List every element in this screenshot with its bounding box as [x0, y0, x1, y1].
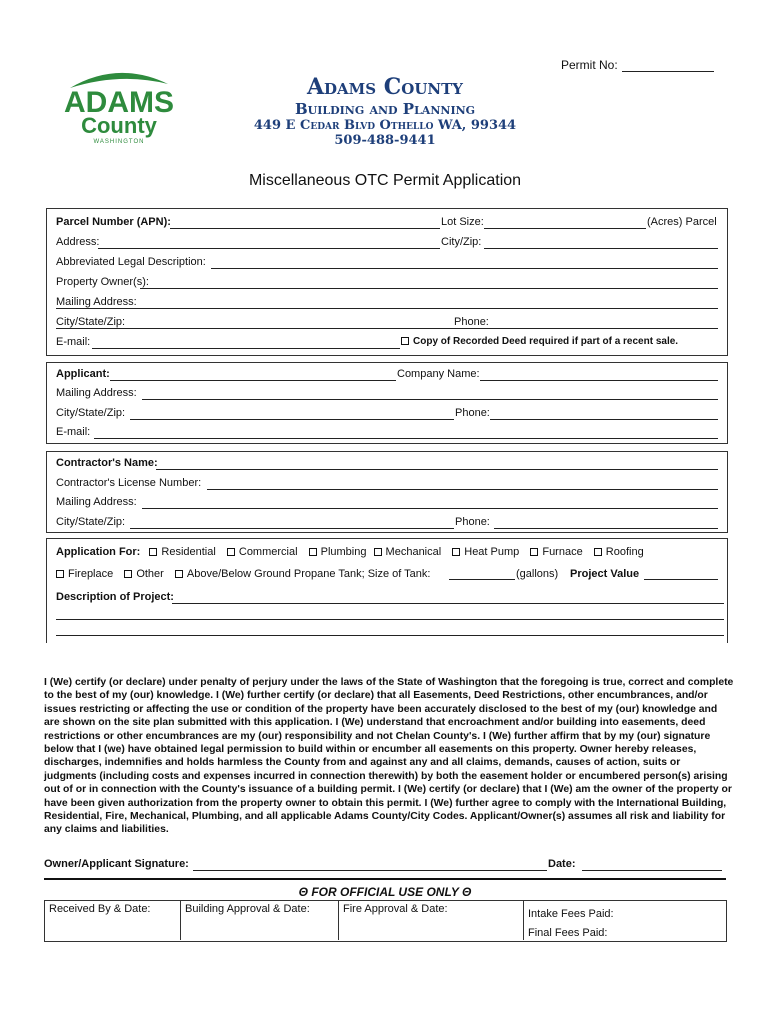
- option-roofing[interactable]: Roofing: [594, 546, 644, 558]
- deed-checkbox[interactable]: [401, 337, 409, 345]
- description-field-3[interactable]: [56, 635, 724, 636]
- phone-label: Phone:: [454, 316, 489, 328]
- legal-field[interactable]: [211, 268, 718, 269]
- option-other[interactable]: Other: [124, 568, 164, 580]
- contractor-name-field[interactable]: [156, 469, 718, 470]
- description-field-1[interactable]: [172, 603, 724, 604]
- applicant-phone-label: Phone:: [455, 407, 490, 419]
- contractor-mailing-field[interactable]: [142, 508, 718, 509]
- applicant-field[interactable]: [110, 380, 396, 381]
- city-state-zip-label: City/State/Zip:: [56, 316, 126, 328]
- project-value-label: Project Value: [570, 568, 640, 580]
- furnace-checkbox[interactable]: [530, 548, 538, 556]
- applicant-label: Applicant:: [56, 368, 110, 380]
- applicant-email-field[interactable]: [94, 438, 718, 439]
- permit-no-field[interactable]: [622, 71, 714, 72]
- building-cell[interactable]: [181, 900, 339, 940]
- commercial-checkbox[interactable]: [227, 548, 235, 556]
- org-name: Adams County: [306, 74, 464, 100]
- mailing-label: Mailing Address:: [56, 296, 137, 308]
- date-label: Date:: [548, 858, 576, 870]
- fees-cell[interactable]: [524, 900, 725, 940]
- application-for-label: Application For:: [56, 546, 141, 558]
- applicant-mailing-field[interactable]: [142, 399, 718, 400]
- applicant-mailing-label: Mailing Address:: [56, 387, 137, 399]
- project-value-field[interactable]: [644, 579, 718, 580]
- option-mechanical[interactable]: Mechanical: [374, 546, 442, 558]
- org-phone: 509-488-9441: [334, 133, 436, 148]
- email-label: E-mail:: [56, 336, 91, 348]
- propane-checkbox[interactable]: [175, 570, 183, 578]
- official-marker-icon: Θ: [298, 885, 308, 899]
- lot-size-label: Lot Size:: [441, 216, 484, 228]
- option-residential[interactable]: Residential: [149, 546, 215, 558]
- adams-county-logo: [60, 66, 178, 146]
- other-checkbox[interactable]: [124, 570, 132, 578]
- application-for-row-2: [56, 568, 430, 580]
- contractor-city-field[interactable]: [130, 528, 454, 529]
- option-fireplace[interactable]: Fireplace: [56, 568, 113, 580]
- intake-fees-label: Intake Fees Paid:: [528, 908, 614, 920]
- option-furnace[interactable]: Furnace: [530, 546, 582, 558]
- org-address: 449 E Cedar Blvd Othello WA, 99344: [253, 118, 517, 133]
- svg-text:WASHINGTON: WASHINGTON: [93, 139, 145, 145]
- mailing-field[interactable]: [56, 308, 718, 309]
- fireplace-checkbox[interactable]: [56, 570, 64, 578]
- final-fees-label: Final Fees Paid:: [528, 927, 608, 939]
- deed-label: Copy of Recorded Deed required if part of a recent sale.: [413, 336, 679, 347]
- contractor-city-label: City/State/Zip:: [56, 516, 126, 528]
- city-phone-field[interactable]: [56, 328, 718, 329]
- received-label: Received By & Date:: [49, 903, 151, 915]
- description-field-2[interactable]: [56, 619, 724, 620]
- address-label: Address:: [56, 236, 100, 248]
- applicant-section: [46, 362, 728, 444]
- option-commercial[interactable]: Commercial: [227, 546, 298, 558]
- address-field[interactable]: [98, 248, 440, 249]
- official-title: FOR OFFICIAL USE ONLY: [311, 885, 459, 899]
- parcel-label: Parcel Number (APN):: [56, 216, 171, 228]
- applicant-city-field[interactable]: [130, 419, 454, 420]
- residential-checkbox[interactable]: [149, 548, 157, 556]
- dept-name: Building and Planning: [294, 100, 476, 118]
- applicant-email-label: E-mail:: [56, 426, 91, 438]
- acres-label: (Acres) Parcel: [647, 216, 717, 228]
- roofing-checkbox[interactable]: [594, 548, 602, 556]
- description-label: Description of Project:: [56, 591, 174, 603]
- city-zip-label: City/Zip:: [441, 236, 482, 248]
- gallons-label: (gallons): [516, 568, 559, 580]
- legal-label: Abbreviated Legal Description:: [56, 256, 206, 268]
- applicant-phone-field[interactable]: [490, 419, 718, 420]
- mechanical-checkbox[interactable]: [374, 548, 382, 556]
- date-field[interactable]: [582, 870, 722, 871]
- heat-pump-checkbox[interactable]: [452, 548, 460, 556]
- company-field[interactable]: [480, 380, 718, 381]
- owner-label: Property Owner(s):: [56, 276, 149, 288]
- official-marker-icon: Θ: [462, 885, 472, 899]
- received-cell[interactable]: [45, 900, 181, 940]
- license-field[interactable]: [207, 489, 718, 490]
- applicant-city-label: City/State/Zip:: [56, 407, 126, 419]
- contractor-phone-label: Phone:: [455, 516, 490, 528]
- signature-label: Owner/Applicant Signature:: [44, 858, 189, 870]
- signature-field[interactable]: [193, 870, 547, 871]
- city-zip-field[interactable]: [484, 248, 718, 249]
- contractor-mailing-label: Mailing Address:: [56, 496, 137, 508]
- contractor-name-label: Contractor's Name:: [56, 457, 158, 469]
- option-heat-pump[interactable]: Heat Pump: [452, 546, 519, 558]
- tank-size-field[interactable]: [449, 579, 515, 580]
- company-label: Company Name:: [397, 368, 480, 380]
- plumbing-checkbox[interactable]: [309, 548, 317, 556]
- building-label: Building Approval & Date:: [185, 903, 310, 915]
- svg-text:County: County: [81, 113, 157, 138]
- parcel-field[interactable]: [170, 228, 440, 229]
- svg-text:ADAMS: ADAMS: [64, 86, 174, 119]
- permit-no-label: Permit No:: [561, 58, 618, 72]
- fire-cell[interactable]: [339, 900, 524, 940]
- email-field[interactable]: [92, 348, 400, 349]
- license-label: Contractor's License Number:: [56, 477, 202, 489]
- contractor-phone-field[interactable]: [494, 528, 718, 529]
- certification-text: I (We) certify (or declare) under penalty of perjury under the laws of the State of Washington that the foregoing is true, correct and complete to the best of my (our) knowledge. I (We) further certify (or declare) that all Easements, Deed Restrictions, other encumbrances, and/or issues restricting or affecting the use or condition of the property have been accurately disclosed to the best of my (our) knowledge and are shown on the site plan submitted with this application. I (We) understand that encroachment and/or building into easements, deed restrictions or other encumbrances are my (our) responsibility and not Chelan County's. I (We) further affirm that by my (our) signature below that I (we) have obtained legal permission to build within or encumber all easements on this property. Owner hereby releases, discharges, indemnifies and holds harmless the County from and against any and all claims, demands, causes of action, suits or judgments (including costs and expenses incurred in connection therewith) by both the easement holder or encumbered person(s) arising out of or in connection with the County's issuance of a building permit. I (We) certify (or declare) that I (We) am the owner of the property or have been given authorization from the property owner to obtain this permit. I (We) further agree to comply with the International Building, Residential, Fire, Mechanical, Plumbing, and all applicable Adams County/City Codes. Applicant/Owner(s) assumes all risk and liability for any claims and liabilities.: [44, 677, 734, 836]
- option-propane[interactable]: Above/Below Ground Propane Tank; Size of Tank:: [175, 568, 431, 580]
- page-title: Miscellaneous OTC Permit Application: [248, 172, 522, 189]
- lot-size-field[interactable]: [484, 228, 646, 229]
- application-for-row: [56, 546, 644, 558]
- official-title-row: [0, 885, 770, 899]
- deed-checkbox-row[interactable]: [401, 336, 678, 347]
- official-divider: [44, 878, 726, 880]
- owner-field[interactable]: [140, 288, 718, 289]
- fire-label: Fire Approval & Date:: [343, 903, 448, 915]
- option-plumbing[interactable]: Plumbing: [309, 546, 367, 558]
